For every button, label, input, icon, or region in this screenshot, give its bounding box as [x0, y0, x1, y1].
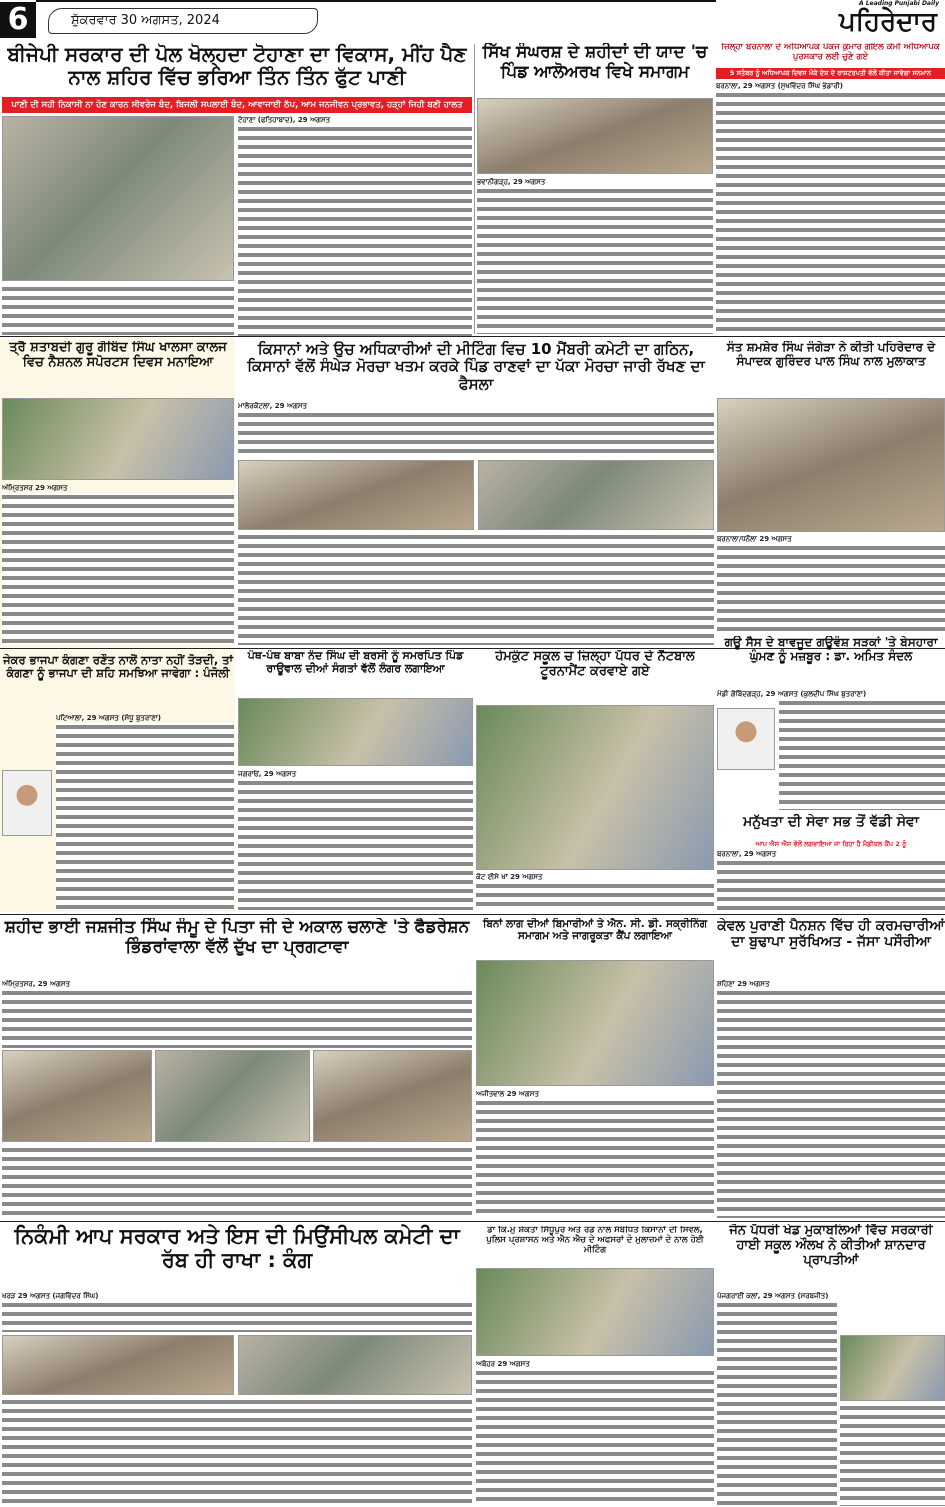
humanity-dateline: ਬਰਨਾਲਾ, 29 ਅਗਸਤ — [717, 850, 777, 858]
barnala-body — [716, 82, 945, 334]
federation-dateline: ਅੰਮ੍ਰਿਤਸਰ, 29 ਅਗਸਤ — [2, 980, 71, 988]
humanity-body — [717, 850, 945, 912]
panjoli-portrait — [2, 770, 52, 836]
row-divider — [0, 1221, 945, 1222]
kang-photo-1 — [2, 1335, 234, 1395]
school-headline: ਜੋਨ ਪੱਧਰੀ ਖੇਡ ਮੁਕਾਬਲਿਆਂ ਵਿੱਚ ਸਰਕਾਰੀ ਹਾਈ ਸਕੂਲ ਔਲਖ ਨੇ ਕੀਤੀਆਂ ਸ਼ਾਨਦਾਰ ਪ੍ਰਾਪਤੀਆਂ — [729, 1224, 933, 1268]
kangana-dateline: ਪਟਿਆਲਾ, 29 ਅਗਸਤ (ਸੰਧੂ ਬੁਤਰਾਣਾ) — [56, 714, 162, 722]
school-dateline: ਪੰਜਗਰਾਈਂ ਕਲਾਂ, 29 ਅਗਸਤ (ਸਰਬਜੀਤ) — [717, 1292, 829, 1300]
date-bar — [48, 8, 318, 34]
sant-headline: ਸੰਤ ਸ਼ਮਸ਼ੇਰ ਸਿੰਘ ਜੰਗੇੜਾ ਨੇ ਕੀਤੀ ਪਹਿਰੇਦਾਰ ਦੇ ਸੰਪਾਦਕ ਗੁਰਿੰਦਰ ਪਾਲ ਸਿੰਘ ਨਾਲ ਮੁਲਾਕਾਤ — [726, 341, 936, 368]
row-divider — [0, 914, 945, 915]
meeting-body — [476, 1360, 714, 1506]
school-photo — [840, 1335, 945, 1401]
page-number: 6 — [0, 2, 36, 38]
langar-headline: ਪੰਥ-ਪੰਥ ਬਾਬਾ ਨੰਦ ਸਿੰਘ ਦੀ ਬਰਸੀ ਨੂੰ ਸਮਰਪਿਤ ਪਿੰਡ ਰਾਊਵਾਲ ਦੀਆਂ ਸੰਗਤਾਂ ਵੱਲੋਂ ਲੰਗਰ ਲਗਾਇਆ — [247, 650, 464, 675]
screening-headline: ਬਿਨਾਂ ਲਾਗ ਦੀਆਂ ਬਿਮਾਰੀਆਂ ਤੇ ਐਨ. ਸੀ. ਡੀ. ਸਕ੍ਰੀਨਿੰਗ ਸਮਾਗਮ ਅਤੇ ਜਾਗਰੂਕਤਾ ਕੈਂਪ ਲਗਾਇਆ — [482, 918, 708, 943]
sikh-dateline: ਭਵਾਨੀਗੜ੍ਹ, 29 ਅਗਸਤ — [477, 178, 546, 186]
meeting-headline: ਡਾ ਕਿ.ਮੁ ਸ਼ੇਕਤਾ ਸਿੱਧੂਪੁਰ ਅਤੇ ਰੋਡ ਨਾਲ ਸੰਬੰਧਿਤ ਕਿਸਾਨਾਂ ਦੀ ਸਿਵਲ, ਪੁਲਿਸ ਪ੍ਰਸ਼ਾਸਨ ਅਤੇ ਐਨ ਐਚ ਦੇ ਅਫਸਰਾਂ ਦੇ ਮੁਲਾਜ਼ਮਾਂ ਦੇ ਨਾਲ ਹੋਈ ਮੀਟਿੰਗ — [486, 1226, 704, 1255]
sant-body — [717, 535, 945, 635]
netball-dateline: ਕੋਟ ਈਸੇ ਖਾਂ 29 ਅਗਸਤ — [476, 873, 543, 881]
federation-headline: ਸ਼ਹੀਦ ਭਾਈ ਜਸ਼ਜੀਤ ਸਿੰਘ ਜੰਮੂ ਦੇ ਪਿਤਾ ਜੀ ਦੇ ਅਕਾਲ ਚਲਾਣੇ 'ਤੇ ਫੈਡਰੇਸ਼ਨ ਭਿੰਡਰਾਂਵਾਲਾ ਵੱਲੋਂ ਦੁੱਖ ਦਾ ਪ੍ਰਗਟਾਵਾ — [4, 918, 470, 957]
netball-photo — [476, 705, 714, 870]
barnala-dateline: ਬਰਨਾਲਾ, 29 ਅਗਸਤ (ਸੁਖਵਿੰਦਰ ਸਿੰਘ ਭੰਡਾਰੀ) — [716, 82, 843, 90]
federation-body — [2, 980, 472, 1048]
humanity-strap: ਆਪ ਐਸ ਐਸ ਵੱਲੋਂ ਲਗਵਾਇਆ ਜਾ ਰਿਹਾ ਹੈ ਮੈਡੀਕਲ ਕੈਂਪ 2 ਨੂੰ — [755, 840, 907, 848]
federation-photo-2 — [155, 1050, 310, 1142]
pension-dateline: ਸ਼ਹਿਣਾ 29 ਅਗਸਤ — [717, 980, 770, 988]
kang-headline: ਨਿਕੰਮੀ ਆਪ ਸਰਕਾਰ ਅਤੇ ਇਸ ਦੀ ਮਿਉਂਸੀਪਲ ਕਮੇਟੀ ਦਾ ਰੱਬ ਹੀ ਰਾਖਾ : ਕੰਗ — [14, 1224, 460, 1273]
row-divider — [0, 336, 945, 337]
meeting-photo — [476, 1268, 714, 1356]
netball-body — [476, 873, 714, 911]
kang-body-2 — [2, 1398, 472, 1506]
flood-photo — [2, 116, 234, 281]
masthead-logo — [720, 0, 945, 42]
sant-dateline: ਬਰਨਾਲਾ/ਧਨੌਲਾ 29 ਅਗਸਤ — [717, 535, 792, 543]
college-photo — [2, 398, 234, 480]
farmers-dateline: ਮਾਲੇਰਕੋਟਲਾ, 29 ਅਗਸਤ — [238, 402, 307, 410]
college-headline: ਤ੍ਰੈ ਸ਼ਤਾਬਦੀ ਗੁਰੂ ਗੋਬਿੰਦ ਸਿੰਘ ਖਾਲਸਾ ਕਾਲਜ ਵਿਚ ਨੈਸ਼ਨਲ ਸਪੋਰਟਸ ਦਿਵਸ ਮਨਾਇਆ — [9, 341, 227, 370]
kangana-headline: ਜੇਕਰ ਭਾਜਪਾ ਕੰਗਣਾ ਰਣੌਤ ਨਾਲੋਂ ਨਾਤਾ ਨਹੀਂ ਤੋੜਦੀ, ਤਾਂ ਕੰਗਣਾ ਨੂੰ ਭਾਜਪਾ ਦੀ ਸ਼ਹਿ ਸਮਝਿਆ ਜਾਵੇਗਾ : ਪੰਜੋਲੀ — [3, 654, 233, 681]
sant-photo — [717, 398, 945, 532]
federation-photo-1 — [2, 1050, 152, 1142]
farmers-photo-1 — [238, 460, 474, 530]
farmers-headline: ਕਿਸਾਨਾਂ ਅਤੇ ਉਚ ਅਧਿਕਾਰੀਆਂ ਦੀ ਮੀਟਿੰਗ ਵਿਚ 10 ਮੈਂਬਰੀ ਕਮੇਟੀ ਦਾ ਗਠਿਨ, ਕਿਸਾਨਾਂ ਵੱਲੋਂ ਸੰਘੇੜ ਮੋਰਚਾ ਖਤਮ ਕਰਕੇ ਪਿੰਡ ਰਾਣਵਾਂ ਦਾ ਪੱਕਾ ਮੋਰਚਾ ਜਾਰੀ ਰੱਖਣ ਦਾ ਫੈਸਲਾ — [247, 341, 705, 393]
sikh-body — [477, 178, 713, 334]
school-body — [717, 1292, 837, 1506]
kang-body — [2, 1292, 472, 1332]
screening-dateline: ਅਜੀਤਵਾਲ 29 ਅਗਸਤ — [476, 1090, 539, 1098]
lead-headline: ਬੀਜੇਪੀ ਸਰਕਾਰ ਦੀ ਪੋਲ ਖੋਲ੍ਹਦਾ ਟੋਹਾਣਾ ਦਾ ਵਿਕਾਸ, ਮੀਂਹ ਪੈਣ ਨਾਲ ਸ਼ਹਿਰ ਵਿੱਚ ਭਰਿਆ ਤਿੰਨ ਤਿੰਨ ਫੁੱਟ ਪਾਣੀ — [7, 43, 467, 89]
cow-body — [717, 690, 945, 810]
langar-dateline: ਜਗਰਾਓਂ, 29 ਅਗਸਤ — [238, 770, 297, 778]
page-header — [0, 0, 945, 42]
langar-photo — [238, 698, 473, 766]
federation-photo-3 — [313, 1050, 472, 1142]
meeting-dateline: ਅਬੋਹਰ 29 ਅਗਸਤ — [476, 1360, 530, 1368]
federation-body-2 — [2, 1146, 472, 1218]
farmers-photo-2 — [478, 460, 714, 530]
sikh-headline: ਸਿੱਖ ਸੰਘਰਸ਼ ਦੇ ਸ਼ਹੀਦਾਂ ਦੀ ਯਾਦ 'ਚ ਪਿੰਡ ਆਲੋਅਰਖ ਵਿਖੇ ਸਮਾਗਮ — [482, 43, 708, 82]
lead-body-left — [2, 285, 234, 335]
lead-strap: ਪਾਣੀ ਦੀ ਸਹੀ ਨਿਕਾਸੀ ਨਾ ਹੋਣ ਕਾਰਨ ਸੀਵਰੇਜ ਬੰਦ, ਬਿਜਲੀ ਸਪਲਾਈ ਬੰਦ, ਆਵਾਜਾਈ ਠੱਪ, ਆਮ ਜਨਜੀਵਨ ਪ੍ਰਭਾਵਤ, ਹੜ੍ਹਾਂ ਜਿਹੀ ਬਣੀ ਹਾਲਤ — [2, 97, 472, 113]
header-rule — [36, 0, 716, 2]
college-body — [2, 484, 234, 644]
pension-body — [717, 980, 945, 1218]
lead-dateline: ਟੋਹਾਣਾ (ਫਤਿਹਾਬਾਦ), 29 ਅਗਸਤ — [238, 116, 331, 124]
college-dateline: ਅੰਮ੍ਰਿਤਸਰ 29 ਅਗਸਤ — [2, 484, 68, 492]
pension-headline: ਕੇਵਲ ਪੁਰਾਣੀ ਪੈਨਸ਼ਨ ਵਿੱਚ ਹੀ ਕਰਮਚਾਰੀਆਂ ਦਾ ਬੁਢਾਪਾ ਸੁਰੱਖਿਅਤ - ਜੱਸਾ ਪਸੌਰੀਆ — [717, 918, 945, 951]
screening-body — [476, 1090, 714, 1218]
kangana-body — [56, 714, 234, 910]
masthead-title: ਪਹਿਰੇਦਾਰ — [839, 7, 937, 37]
kang-dateline: ਖਰੜ 29 ਅਗਸਤ (ਜਗਵਿੰਦਰ ਸਿੰਘ) — [2, 1292, 99, 1300]
school-body-2 — [840, 1404, 945, 1506]
barnala-strap: 5 ਸਤੰਬਰ ਨੂੰ ਅਧਿਆਪਕ ਦਿਵਸ ਮੌਕੇ ਦੇਸ਼ ਦੇ ਰਾਸ਼ਟਰਪਤੀ ਵੱਲੋਂ ਕੀਤਾ ਜਾਵੇਗਾ ਸਨਮਾਨ — [716, 68, 945, 79]
issue-date: ਸ਼ੁੱਕਰਵਾਰ 30 ਅਗਸਤ, 2024 — [71, 13, 220, 28]
column-divider — [474, 44, 475, 334]
humanity-headline: ਮਨੁੱਖਤਾ ਦੀ ਸੇਵਾ ਸਭ ਤੋਂ ਵੱਡੀ ਸੇਵਾ — [743, 814, 919, 830]
langar-body — [238, 770, 473, 910]
kang-photo-2 — [238, 1335, 472, 1395]
ceremony-photo — [477, 98, 713, 174]
netball-headline: ਹੇਮਕੁੰਟ ਸਕੂਲ ਚ ਜ਼ਿਲ੍ਹਾ ਪੱਧਰ ਦੇ ਨੈੱਟਬਾਲ ਟੂਰਨਾਮੈਂਟ ਕਰਵਾਏ ਗਏ — [495, 650, 695, 679]
tagline: A Leading Punjabi Daily — [858, 0, 939, 7]
farmers-body-2 — [238, 533, 714, 645]
lead-body — [238, 116, 472, 336]
barnala-headline: ਜ਼ਿਲ੍ਹਾ ਬਰਨਾਲਾ ਦੇ ਅਧਿਆਪਕ ਪੰਕਜ ਕੁਮਾਰ ਗੋਇਲ ਕੌਮੀ ਅਧਿਆਪਕ ਪੁਰਸਕਾਰ ਲਈ ਚੁਣੇ ਗਏ — [721, 43, 940, 62]
cow-dateline: ਮੰਡੀ ਗੋਬਿੰਦਗੜ੍ਹ, 29 ਅਗਸਤ (ਕੁਲਦੀਪ ਸਿੰਘ ਬੁਤਰਾਣਾ) — [717, 690, 867, 698]
screening-photo — [476, 960, 714, 1086]
farmers-body — [238, 402, 714, 458]
cow-headline: ਗਊ ਸੈਸ ਦੇ ਬਾਵਜੂਦ ਗਊਵੰਸ਼ ਸੜਕਾਂ 'ਤੇ ਬੇਸਹਾਰਾ ਘੁੰਮਣ ਨੂੰ ਮਜ਼ਬੂਰ : ਡਾ. ਅਮਿਤ ਸੰਦਲ — [724, 636, 938, 663]
